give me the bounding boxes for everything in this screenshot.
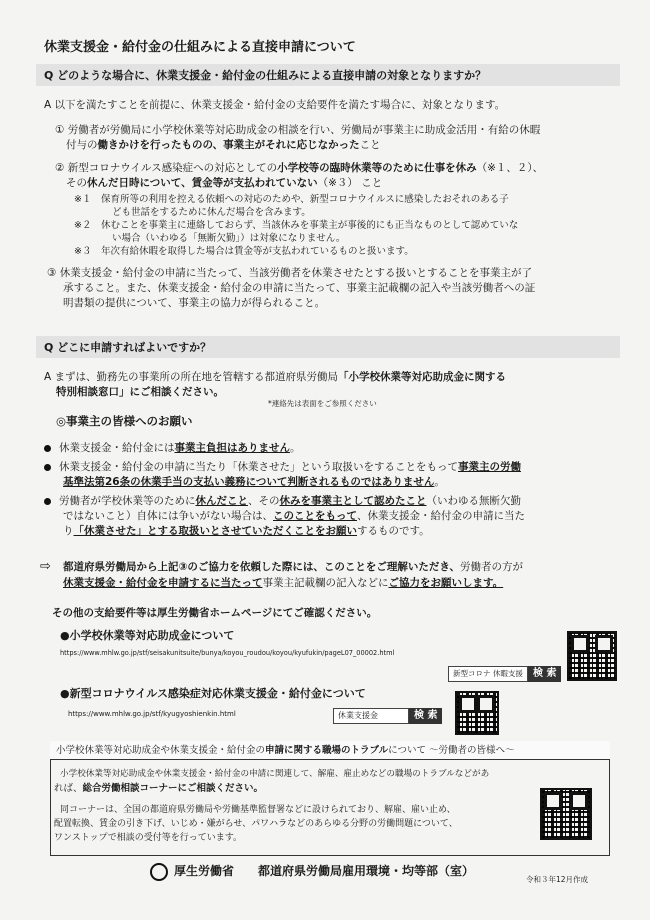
employer-heading: ◎事業主の皆様へのお願い xyxy=(56,414,193,428)
page-title: 休業支援金・給付金の仕組みによる直接申請について xyxy=(44,40,356,55)
employer-bullet-2-line-1 xyxy=(44,460,521,475)
ministry-logo-icon xyxy=(150,863,168,881)
emphasis: 特別相談窓口」 xyxy=(56,386,130,398)
condition-3-line-2: 承すること。また、休業支援金・給付金の申請に当たって、事業主記載欄の記入や当該労働者への証 xyxy=(63,282,536,294)
text: 。 xyxy=(290,442,301,454)
text: れば、 xyxy=(54,783,83,794)
arrow-icon: ⇨ xyxy=(40,559,51,574)
text: 労働者の方が xyxy=(459,561,523,573)
text: 、その xyxy=(248,495,280,507)
text: 事業主記載欄の記入などに xyxy=(262,577,389,589)
search-button-2[interactable]: 検 索 xyxy=(409,708,442,724)
emphasis: 総合労働相談コーナーにご相談ください。 xyxy=(82,783,264,794)
answer-1: A 以下を満たすことを前提に、休業支援金・給付金の支給要件を満たす場合に、対象となります。 xyxy=(44,99,506,111)
trouble-p2-line-2: 配置転換、賃金の引き下げ、いじめ・嫌がらせ、パワハラなどのあらゆる分野の労働問題について、 xyxy=(54,819,458,829)
text: 、休業支援金・給付金の申請に当た xyxy=(357,510,525,522)
link-2-url[interactable]: https://www.mhlw.go.jp/stf/kyugyoshienkin.html xyxy=(68,710,236,718)
emphasis: このことをご理解いただき、 xyxy=(323,561,460,573)
contact-note: *連絡先は表面をご参照ください xyxy=(268,399,377,408)
qr-code-2 xyxy=(455,691,499,735)
emphasis: 休んだこと xyxy=(195,495,248,507)
text: 付与の xyxy=(66,139,98,151)
condition-3-line-1: ③ 休業支援金・給付金の申請に当たって、当該労働者を休業させたとする扱いとすることを事業主が了 xyxy=(47,267,533,279)
text: 。 xyxy=(434,476,445,488)
text: 休業支援金・給付金の申請に当たり「休業させた」という取扱いをすることをもって xyxy=(59,461,458,473)
note-1-line-1: ※１ 保育所等の利用を控える依頼への対応のためや、新型コロナウイルスに感染したおそれのある子 xyxy=(74,194,509,205)
question-1: Q どのような場合に、休業支援金・給付金の仕組みによる直接申請の対象となりますか？ xyxy=(44,69,487,82)
emphasis: 事業主負担はありません xyxy=(174,442,290,454)
emphasis: 「小学校休業等対応助成金に関する xyxy=(338,371,507,383)
emphasis: 申請に関する職場のトラブル xyxy=(265,745,389,756)
emphasis: ご協力をお願いします。 xyxy=(388,577,504,589)
text: その xyxy=(66,177,87,189)
employer-bullet-3-line-2 xyxy=(63,509,525,524)
arrow-note-line-2 xyxy=(63,576,503,591)
text: A まずは、勤務先の事業所の所在地を管轄する都道府県労働局 xyxy=(44,371,339,383)
text: こと xyxy=(359,139,381,151)
bullet-icon xyxy=(44,445,51,452)
emphasis: 休業支援金・給付金を申請するに当たって xyxy=(63,577,263,589)
link-1-url[interactable]: https://www.mhlw.go.jp/stf/seisakunitsuite/bunya/koyou_roudou/koyou/kyufukin/pageL07_00002.html xyxy=(60,649,395,657)
bullet-icon xyxy=(44,498,51,505)
search-box-2[interactable]: 休業支援金 xyxy=(333,708,409,724)
arrow-note-line-1 xyxy=(63,560,523,575)
text: 休業支援金・給付金には xyxy=(59,442,175,454)
trouble-p2-line-1: 同コーナーは、全国の都道府県労働局や労働基準監督署などに設けられており、解雇、雇い止め、 xyxy=(60,805,456,815)
text: ② 新型コロナウイルス感染症への対応としての xyxy=(55,162,278,174)
trouble-p2-line-3: ワンストップで相談の受付等を行っています。 xyxy=(54,833,243,843)
trouble-p1-line-2 xyxy=(54,782,263,795)
note-3: ※３ 年次有給休暇を取得した場合は賃金等が支払われているものと扱います。 xyxy=(74,246,414,257)
employer-bullet-2-line-2 xyxy=(63,475,445,490)
answer-2-line-1 xyxy=(44,370,506,385)
employer-bullet-3-line-3 xyxy=(63,524,430,539)
text: ではないこと）自体には争いがない場合は、 xyxy=(63,510,273,522)
emphasis: 基準法第26条の休業手当の支払い義務について判断されるものではありません xyxy=(63,476,435,488)
qr-code-1 xyxy=(567,631,617,681)
condition-2-line-1 xyxy=(55,161,543,176)
search-button-1[interactable]: 検 索 xyxy=(528,666,561,682)
other-heading: その他の支給要件等は厚生労働省ホームページにてご確認ください。 xyxy=(52,607,378,619)
condition-2-line-2 xyxy=(66,176,382,191)
link-1-title: ●小学校休業等対応助成金について xyxy=(60,629,235,642)
condition-3-line-3: 明書類の提供について、事業主の協力が得られること。 xyxy=(63,297,326,309)
trouble-title xyxy=(56,744,514,757)
condition-1-line-2 xyxy=(66,138,381,153)
footer-department: 都道府県労働局雇用環境・均等部（室） xyxy=(258,864,475,878)
emphasis: 「休業させた」とする取扱いとさせていただくことをお願い xyxy=(73,525,357,537)
emphasis: このことをもって xyxy=(273,510,357,522)
emphasis: 事業主の労働 xyxy=(458,461,521,473)
note-2-line-2: い場合（いわゆる「無断欠勤」）は対象になりません。 xyxy=(112,233,346,244)
employer-bullet-1 xyxy=(44,441,301,456)
trouble-p1-line-1: 小学校休業等対応助成金や休業支援金・給付金の申請に関連して、解雇、雇止めなどの職場のトラブルなどがあ xyxy=(60,769,490,779)
footer-date: 令和３年12月作成 xyxy=(526,875,589,884)
text: （いわゆる無断欠勤 xyxy=(426,495,521,507)
text: （※１、２）、 xyxy=(476,162,544,174)
emphasis: にご相談ください。 xyxy=(129,386,224,398)
text: について ～労働者の皆様へ～ xyxy=(388,745,515,756)
text: （※３） こと xyxy=(317,177,383,189)
note-1-line-2: ども世話をするために休んだ場合を含みます。 xyxy=(112,207,311,218)
condition-1-line-1: ① 労働者が労働局に小学校休業等対応助成金の相談を行い、労働局が事業主に助成金活用・有給の休暇 xyxy=(55,124,541,136)
emphasis: 休みを事業主として認めたこと xyxy=(279,495,427,507)
emphasis: 小学校等の臨時休業等のために仕事を休み xyxy=(277,162,477,174)
question-2: Q どこに申請すればよいですか？ xyxy=(44,341,212,354)
text: するものです。 xyxy=(357,525,430,537)
answer-2-line-2 xyxy=(56,385,224,400)
bullet-icon xyxy=(44,464,51,471)
text: 労働者が学校休業等のために xyxy=(59,495,196,507)
emphasis: 休んだ日時について、賃金等が支払われていない xyxy=(87,177,318,189)
search-box-1[interactable]: 新型コロナ 休暇支援 xyxy=(448,666,528,682)
emphasis: 働きかけを行ったものの、事業主がそれに応じなかった xyxy=(97,139,360,151)
note-2-line-1: ※２ 休むことを事業主に連絡しておらず、当該休みを事業主が事後的にも正当なものとして認めていな xyxy=(74,220,519,231)
link-2-title: ●新型コロナウイルス感染症対応休業支援金・給付金について xyxy=(60,687,366,700)
qr-code-3 xyxy=(540,788,592,840)
text: 小学校休業等対応助成金や休業支援金・給付金の xyxy=(56,745,266,756)
emphasis: 都道府県労働局から上記③のご協力を依頼した際には、 xyxy=(63,561,324,573)
employer-bullet-3-line-1 xyxy=(44,494,521,509)
text: り xyxy=(63,525,74,537)
footer-ministry: 厚生労働省 xyxy=(174,864,235,878)
